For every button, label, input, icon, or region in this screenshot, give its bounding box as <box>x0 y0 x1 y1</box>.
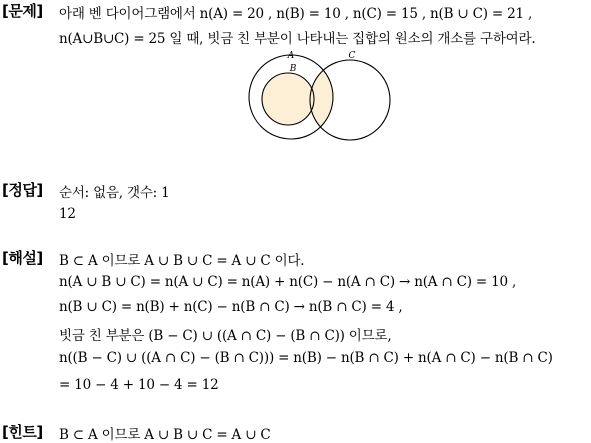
solution-label: [해설] <box>2 249 43 267</box>
problem-label: [문제] <box>2 2 43 20</box>
problem-line-2: n(A∪B∪C) = 25 일 때, 빗금 친 부분이 나타내는 집합의 원소의 개소를 구하여라. <box>59 31 536 47</box>
answer-label: [정답] <box>2 181 43 199</box>
set-b-label: B <box>289 64 297 74</box>
answer-line-1: 순서: 없음, 갯수: 1 <box>59 185 170 201</box>
venn-diagram <box>246 46 396 146</box>
set-a-label: A <box>287 51 295 61</box>
problem-line-1: 아래 벤 다이어그램에서 n(A) = 20 , n(B) = 10 , n(C) = 15 , n(B ∪ C) = 21 , <box>59 6 533 22</box>
solution-line-4: 빗금 친 부분은 (B − C) ∪ ((A ∩ C) − (B ∩ C)) 이므로, <box>59 328 392 344</box>
set-c-label: C <box>348 51 356 61</box>
solution-line-2: n(A ∪ B ∪ C) = n(A ∪ C) = n(A) + n(C) − n(A ∩ C) → n(A ∩ C) = 10 , <box>59 274 517 290</box>
solution-line-3: n(B ∪ C) = n(B) + n(C) − n(B ∩ C) → n(B ∩ C) = 4 , <box>59 299 403 315</box>
hint-label: [힌트] <box>2 423 43 441</box>
solution-line-1: B ⊂ A 이므로 A ∪ B ∪ C = A ∪ C 이다. <box>59 253 305 269</box>
solution-line-6: = 10 − 4 + 10 − 4 = 12 <box>59 377 219 393</box>
answer-line-2: 12 <box>59 206 76 222</box>
solution-line-5: n((B − C) ∪ ((A ∩ C) − (B ∩ C))) = n(B) − n(B ∩ C) + n(A ∩ C) − n(B ∩ C) <box>59 350 553 366</box>
hint-line: B ⊂ A 이므로 A ∪ B ∪ C = A ∪ C <box>59 427 271 443</box>
